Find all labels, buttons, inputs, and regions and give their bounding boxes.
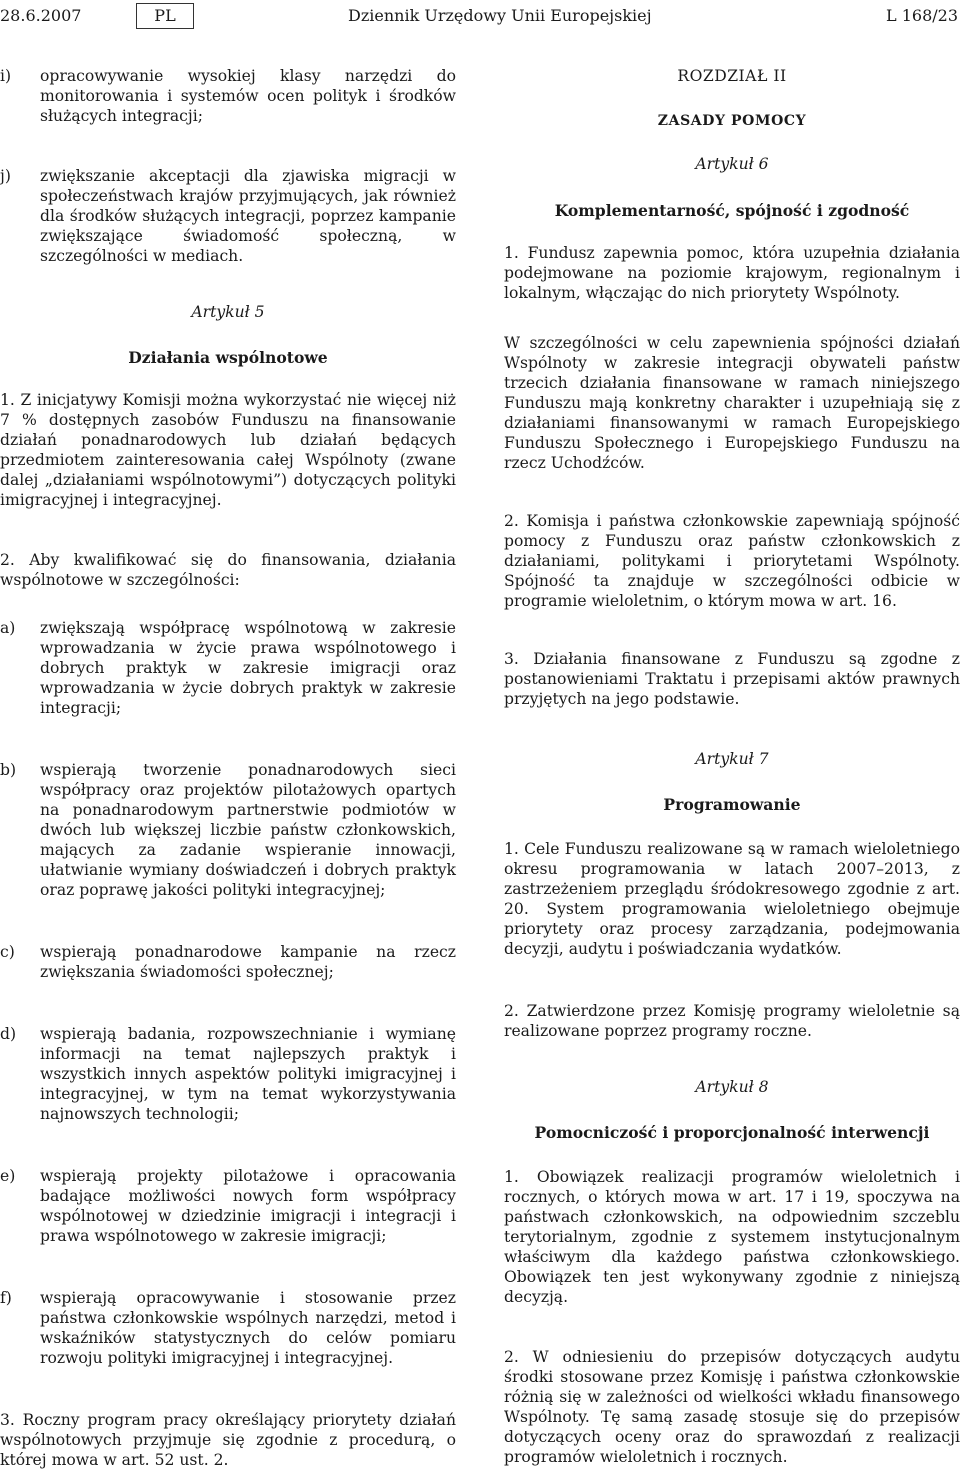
list-item-j [0,166,456,266]
article-6-title: Komplementarność, spójność i zgodność [554,201,910,220]
item-text: wspierają projekty pilotażowe i opracowania badające możliwości nowych form współpracy wspólnotowej w dziedzinie imigracji i integracji i prawa wspólnotowego w zakresie imigracji; [40,1167,456,1245]
item-text: opracowywanie wysokiej klasy narzędzi do monitorowania i systemów ocen polityk i środków służących integracji; [40,67,456,125]
article-5-paragraph-1: 1. Z inicjatywy Komisji można wykorzystać nie więcej niż 7 % dostępnych zasobów Funduszu na finansowanie działań ponadnarodowych lub działań będących przedmiotem zainteresowania całej Wspólnoty (zwane dalej „działaniami wspólnotowymi”) dotyczących polityki imigracyjnej i integracyjnej. [0,391,456,509]
item-text: wspierają opracowywanie i stosowanie przez państwa członkowskie wspólnych narzędzi, metod i wskaźników statystycznych do celów pomiaru rozwoju polityki imigracyjnej i integracyjnej. [40,1289,456,1367]
article-7-title: Programowanie [663,795,801,814]
item-label: b) [0,761,17,779]
list-item-c [0,942,456,982]
article-8-number: Artykuł 8 [695,1078,769,1096]
article-5-paragraph-3: 3. Roczny program pracy określający priorytety działań wspólnotowych przyjmuje się zgodnie z procedurą, o której mowa w art. 52 ust. 2. [0,1411,456,1469]
item-label: i) [0,67,12,85]
left-column [0,66,456,1470]
list-item-f [0,1288,456,1368]
item-text: wspierają badania, rozpowszechnianie i wymianę informacji na temat najlepszych praktyk i wszystkich innych aspektów polityki imigracyjnej i integracyjnej, w tym na temat wykorzystywania najnowszych technologii; [40,1025,456,1123]
item-label: e) [0,1167,16,1185]
article-6-paragraph-2: 2. Komisja i państwa członkowskie zapewniają spójność pomocy z Funduszu oraz państw członkowskich z działaniami, politykami i priorytetami Wspólnoty. Spójność ta znajduje w szczególności odbicie w programie wieloletnim, o którym mowa w art. 16. [504,512,960,610]
article-6-paragraph-1: 1. Fundusz zapewnia pomoc, która uzupełnia działania podejmowane na poziomie krajowym, regionalnym i lokalnym, włączając do nich priorytety Wspólnoty. [504,244,960,302]
list-item-a [0,618,456,718]
journal-title: Dziennik Urzędowy Unii Europejskiej [348,6,652,25]
article-6-number: Artykuł 6 [695,155,769,173]
item-text: zwiększają współpracę wspólnotową w zakresie wprowadzania w życie prawa wspólnotowego i dobrych praktyk w zakresie imigracji oraz wprowadzania w życie dobrych praktyk w zakresie integracji; [40,619,456,717]
chapter-number: ROZDZIAŁ II [677,67,787,85]
list-item-i [0,66,456,126]
right-column [504,66,960,1467]
article-6-paragraph-3: 3. Działania finansowane z Funduszu są zgodne z postanowieniami Traktatu i przepisami aktów prawnych przyjętych na jego podstawie. [504,650,960,708]
list-item-b [0,760,456,900]
item-label: d) [0,1025,17,1043]
list-item-e [0,1166,456,1246]
language-badge: PL [136,3,194,29]
publication-date: 28.6.2007 [0,6,82,25]
article-7-paragraph-2: 2. Zatwierdzone przez Komisję programy wieloletnie są realizowane poprzez programy roczne. [504,1002,960,1040]
item-label: j) [0,167,11,185]
chapter-title: ZASADY POMOCY [657,113,807,129]
article-5-paragraph-2: 2. Aby kwalifikować się do finansowania, działania wspólnotowe w szczególności: [0,551,456,589]
article-6-paragraph-1b: W szczególności w celu zapewnienia spójności działań Wspólnoty w zakresie integracji obywateli państw trzecich działania finansowane w ramach niniejszego Funduszu mają konkretny charakter i uzupełniają się z działaniami finansowanymi w ramach Europejskiego Funduszu Społecznego i Europejskiego Funduszu na rzecz Uchodźców. [504,334,960,472]
article-7-paragraph-1: 1. Cele Funduszu realizowane są w ramach wieloletniego okresu programowania w latach 2007–2013, z zastrzeżeniem przeglądu śródokresowego zgodnie z art. 20. System programowania wieloletniego obejmuje priorytety oraz procesy zarządzania, podejmowania decyzji, audytu i poświadczania wydatków. [504,840,960,958]
list-item-d [0,1024,456,1124]
page-number: L 168/23 [886,6,958,25]
item-label: f) [0,1289,12,1307]
article-5-number: Artykuł 5 [191,303,265,321]
item-text: wspierają ponadnarodowe kampanie na rzecz zwiększania świadomości społecznej; [40,943,456,981]
item-label: a) [0,619,16,637]
item-text: wspierają tworzenie ponadnarodowych sieci współpracy oraz projektów pilotażowych opartych na ponadnarodowym partnerstwie podmiotów w dwóch lub większej liczbie państw członkowskich, mających za zadanie wspieranie innowacji, ułatwianie wymiany doświadczeń i dobrych praktyk oraz poprawę jakości polityki integracyjnej; [40,761,456,899]
page-header [0,3,960,29]
article-5-title: Działania wspólnotowe [128,348,328,367]
article-8-paragraph-1: 1. Obowiązek realizacji programów wieloletnich i rocznych, o których mowa w art. 17 i 19, spoczywa na państwach członkowskich, na odpowiednim szczeblu terytorialnym, zgodnie z systemem instytucjonalnym właściwym dla każdego państwa członkowskiego. Obowiązek ten jest wykonywany zgodnie z niniejszą decyzją. [504,1168,960,1306]
item-label: c) [0,943,15,961]
article-7-number: Artykuł 7 [695,750,769,768]
article-8-paragraph-2: 2. W odniesieniu do przepisów dotyczących audytu środki stosowane przez Komisję i państwa członkowskie różnią się w zależności od wielkości wkładu finansowego Wspólnoty. Tę samą zasadę stosuje się do przepisów dotyczących oceny oraz do sprawozdań z realizacji programów wieloletnich i rocznych. [504,1348,960,1466]
item-text: zwiększanie akceptacji dla zjawiska migracji w społeczeństwach krajów przyjmujących, jak również dla środków służących integracji, poprzez kampanie zwiększające świadomość społeczną, w szczególności w mediach. [40,167,456,265]
article-8-title: Pomocniczość i proporcjonalność interwencji [534,1123,930,1142]
